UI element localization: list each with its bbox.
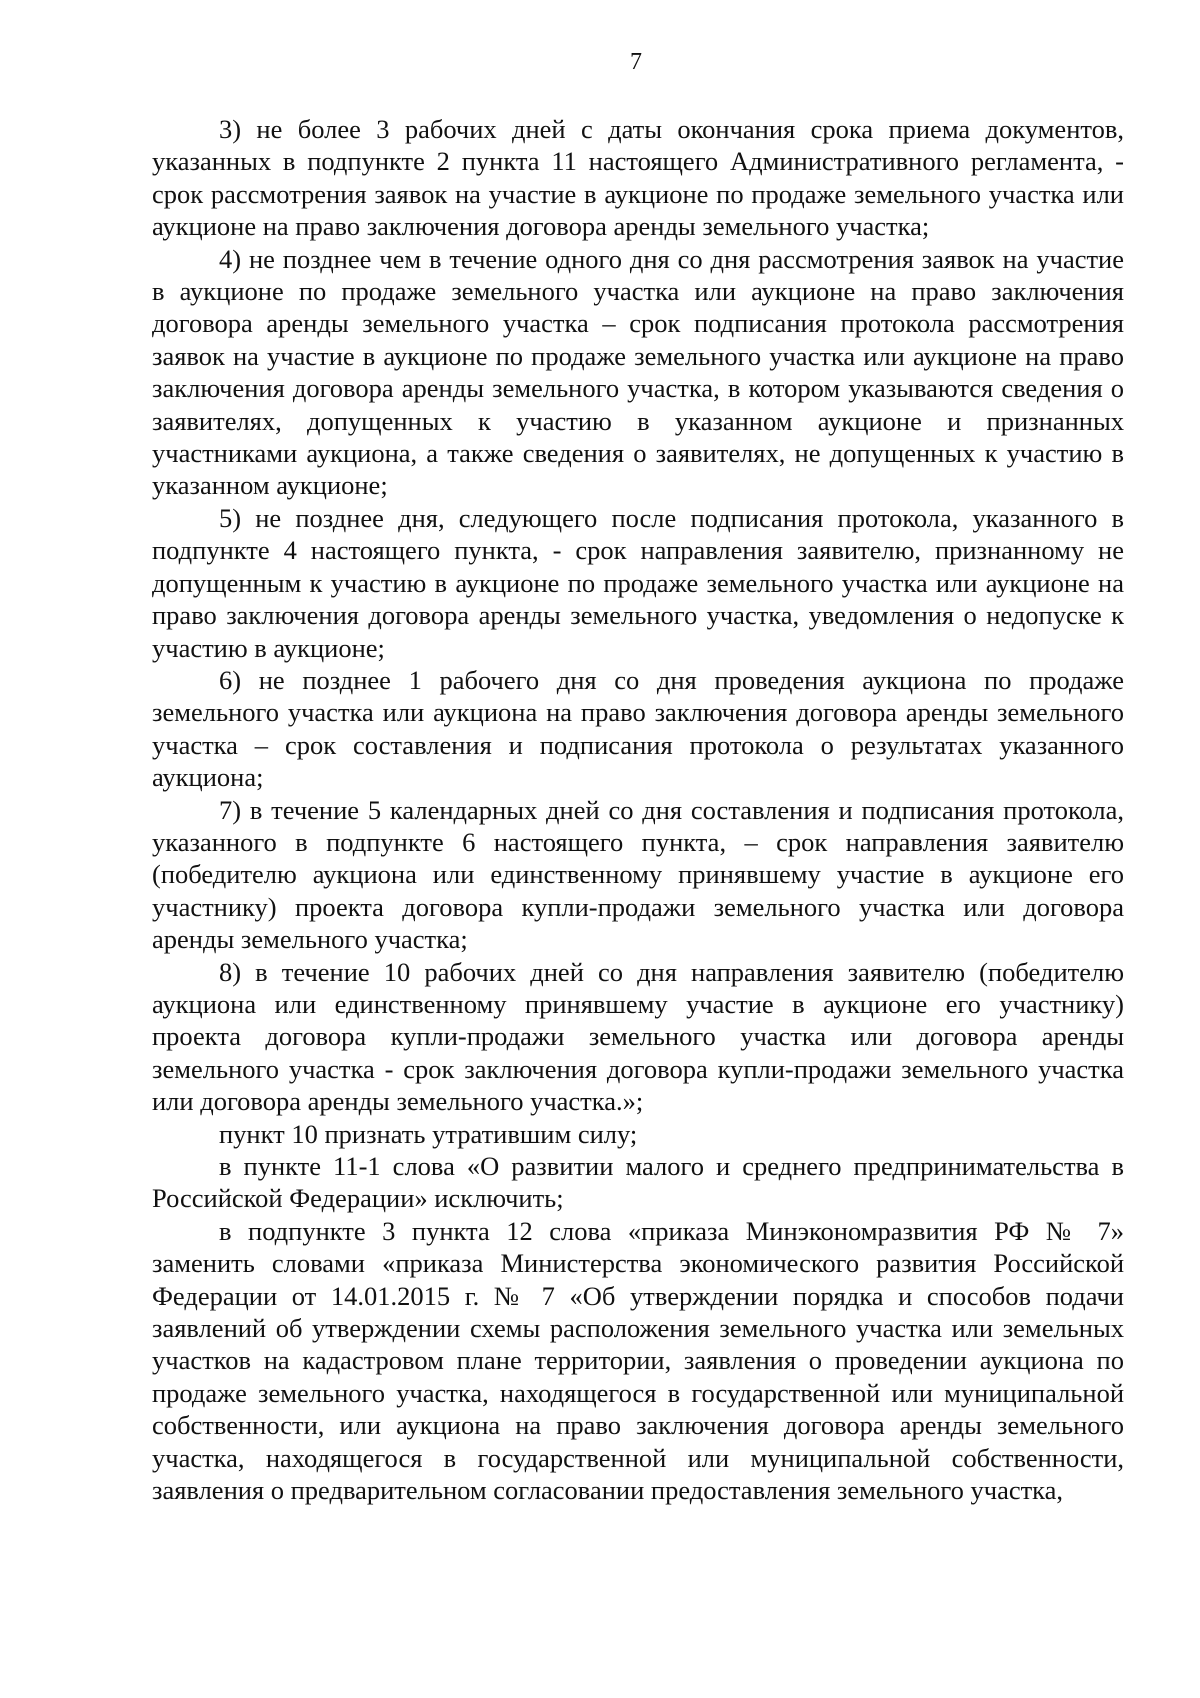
- document-body: [152, 113, 1124, 1506]
- paragraph-subitem-8: 8) в течение 10 рабочих дней со дня направления заявителю (победителю аукциона или единственному принявшему участие в аукционе его участнику) проекта договора купли-продажи земельного участка или договора аренды земельного участка - срок заключения договора купли-продажи земельного участка или договора аренды земельного участка.»;: [152, 956, 1124, 1117]
- paragraph-subitem-5: 5) не позднее дня, следующего после подписания протокола, указанного в подпункте 4 настоящего пункта, - срок направления заявителю, признанному не допущенным к участию в аукционе по продаже земельного участка или аукционе на право заключения договора аренды земельного участка, уведомления о недопуске к участию в аукционе;: [152, 502, 1124, 663]
- paragraph-subitem-7: 7) в течение 5 календарных дней со дня составления и подписания протокола, указанного в подпункте 6 настоящего пункта, – срок направления заявителю (победителю аукциона или единственному принявшему участие в аукционе его участнику) проекта договора купли-продажи земельного участка или договора аренды земельного участка;: [152, 794, 1124, 955]
- page-number: 7: [630, 49, 642, 75]
- paragraph-subitem-4: 4) не позднее чем в течение одного дня со дня рассмотрения заявок на участие в аукционе по продаже земельного участка или аукционе на право заключения договора аренды земельного участка – срок подписания протокола рассмотрения заявок на участие в аукционе по продаже земельного участка или аукционе на право заключения договора аренды земельного участка, в котором указываются сведения о заявителях, допущенных к участию в указанном аукционе и признанных участниками аукциона, а также сведения о заявителях, не допущенных к участию в указанном аукционе;: [152, 243, 1124, 501]
- paragraph-item-10-repeal: пункт 10 признать утратившим силу;: [219, 1118, 638, 1149]
- paragraph-subitem-3: 3) не более 3 рабочих дней с даты окончания срока приема документов, указанных в подпункте 2 пункта 11 настоящего Административного регламента, - срок рассмотрения заявок на участие в аукционе по продаже земельного участка или аукционе на право заключения договора аренды земельного участка;: [152, 114, 1124, 242]
- paragraph-item-11-1-amendment: в пункте 11-1 слова «О развитии малого и среднего предпринимательства в Российской Федерации» исключить;: [152, 1151, 1124, 1214]
- paragraph-item-12-amendment: в подпункте 3 пункта 12 слова «приказа Минэкономразвития РФ № 7» заменить словами «приказа Министерства экономического развития Российской Федерации от 14.01.2015 г. № 7 «Об утверждении порядка и способов подачи заявлений об утверждении схемы расположения земельного участка или земельных участков на кадастровом плане территории, заявления о проведении аукциона по продаже земельного участка, находящегося в государственной или муниципальной собственности, или аукциона на право заключения договора аренды земельного участка, находящегося в государственной или муниципальной собственности, заявления о предварительном согласовании предоставления земельного участка,: [152, 1215, 1124, 1506]
- paragraph-subitem-6: 6) не позднее 1 рабочего дня со дня проведения аукциона по продаже земельного участка или аукциона на право заключения договора аренды земельного участка – срок составления и подписания протокола о результатах указанного аукциона;: [152, 664, 1124, 793]
